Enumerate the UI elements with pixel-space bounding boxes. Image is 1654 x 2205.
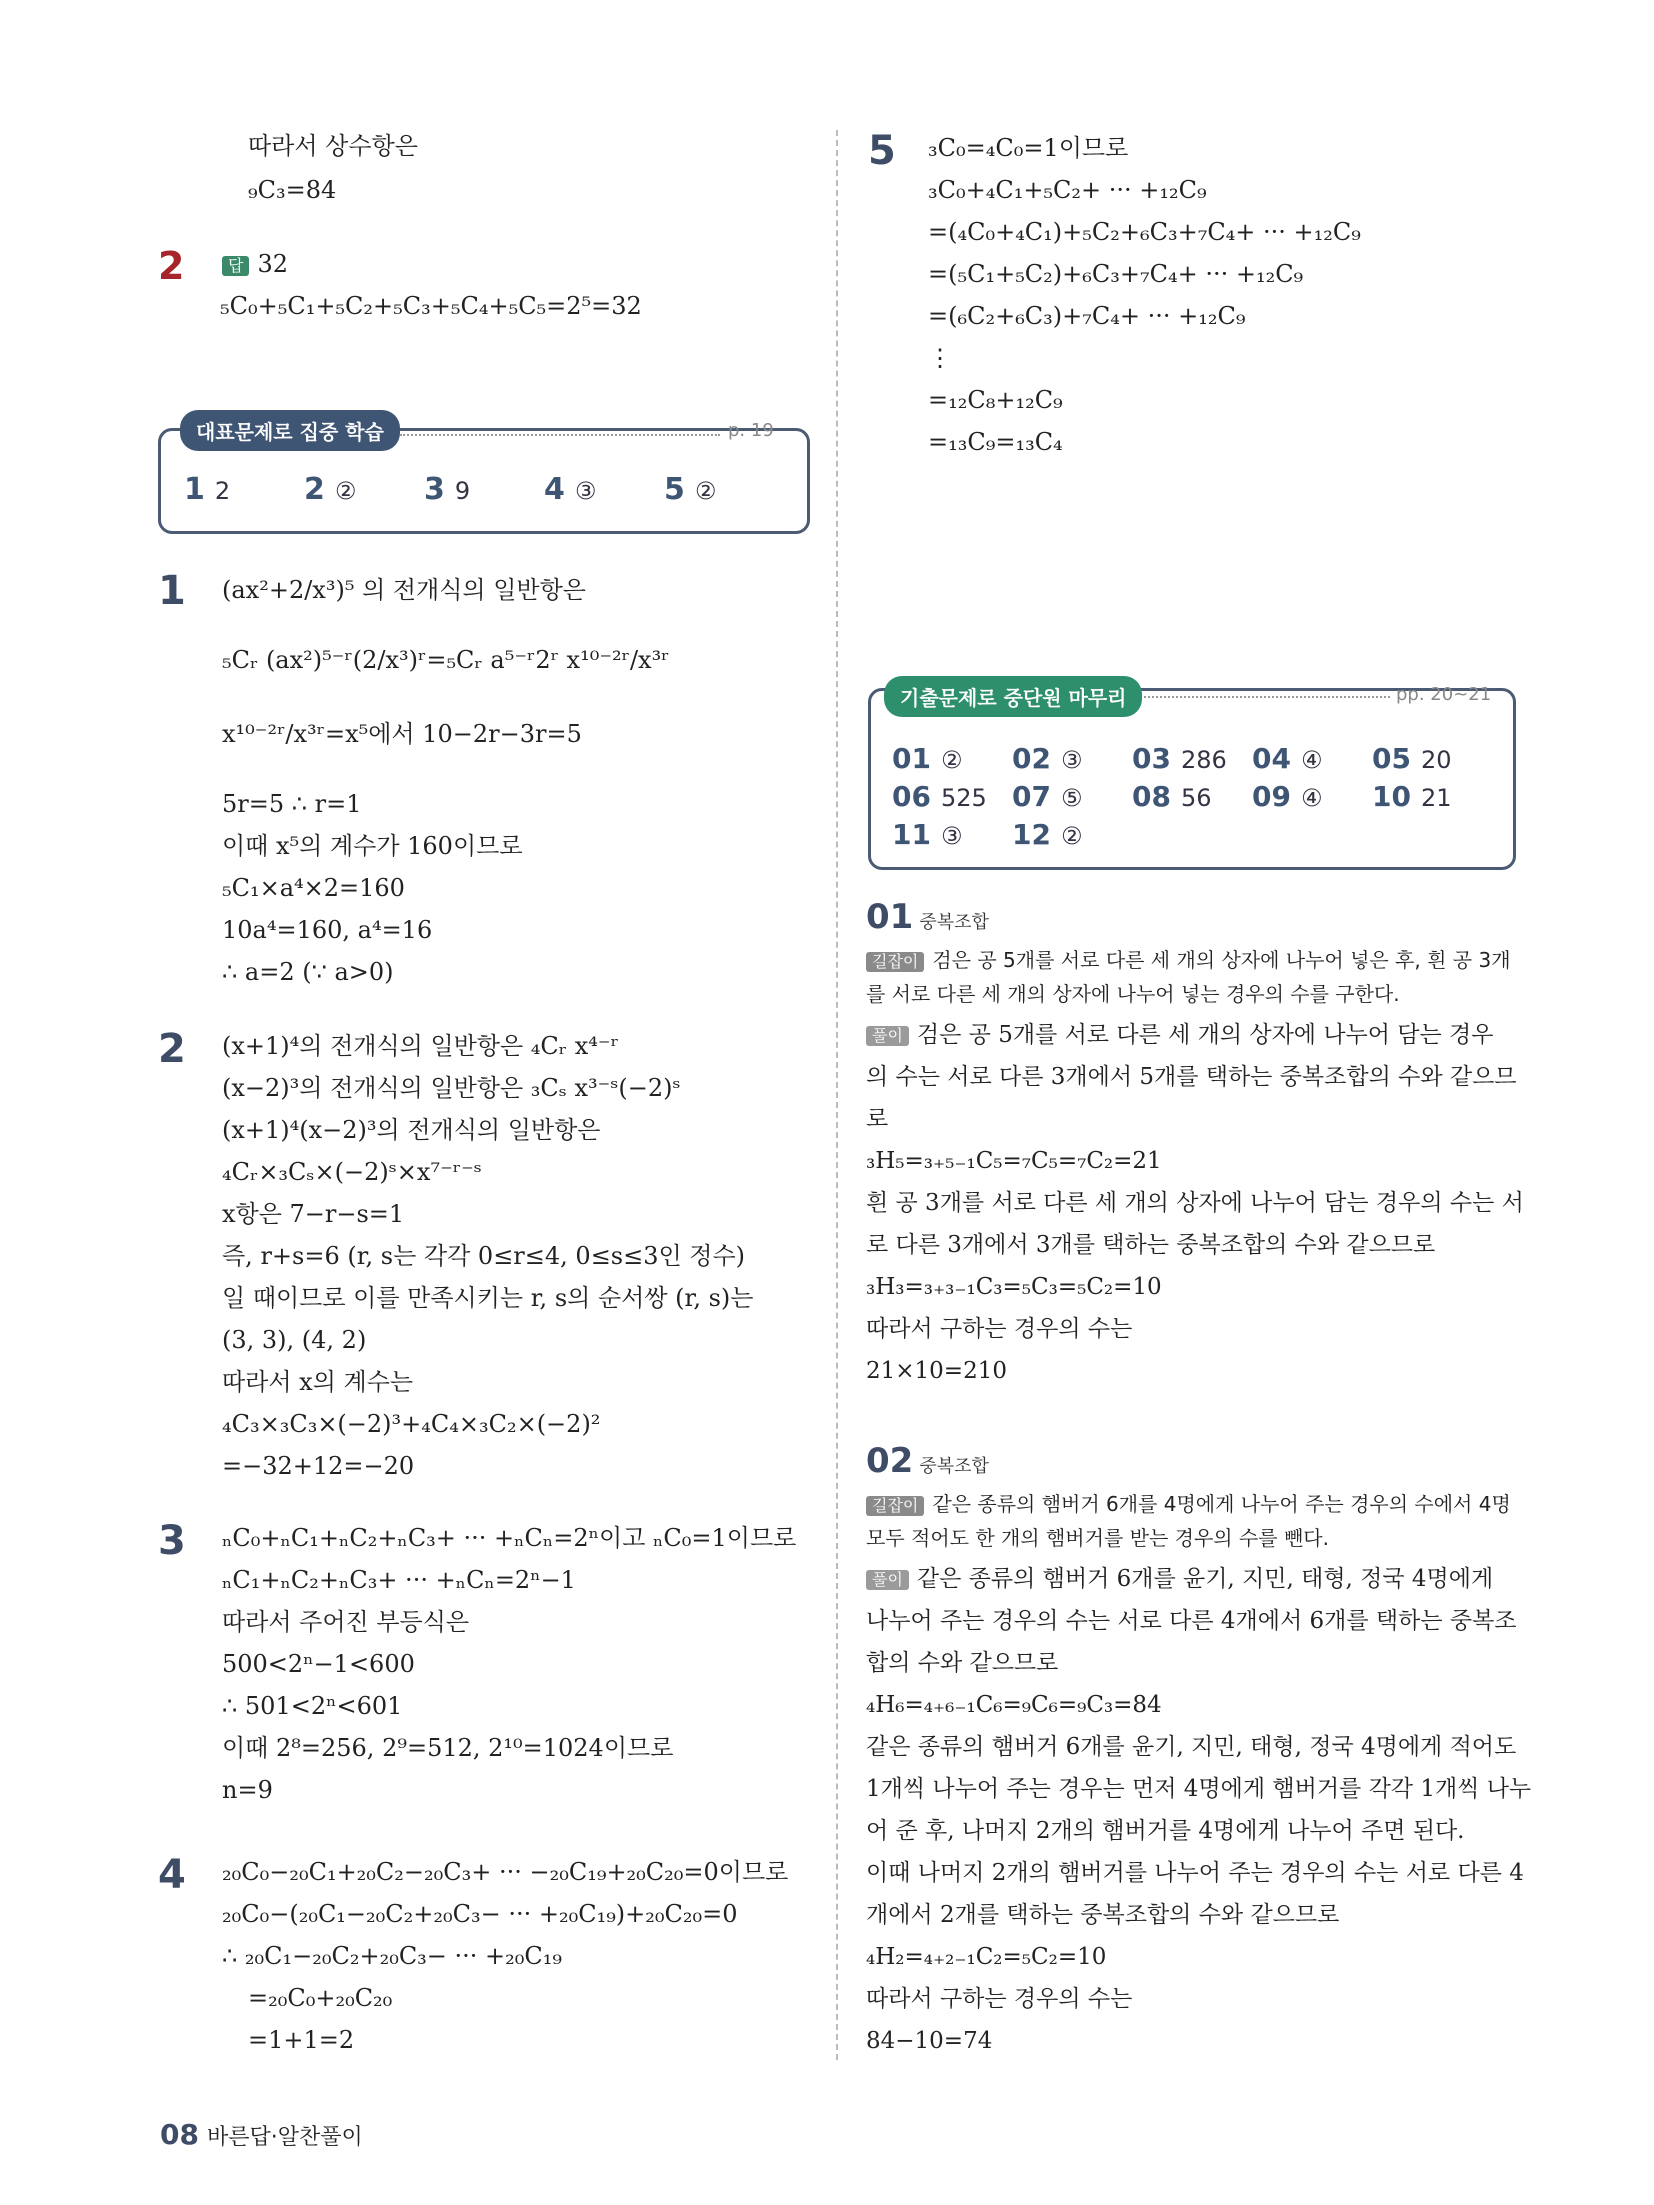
review-answer-num: 10 [1372, 780, 1411, 813]
solution-badge: 풀이 [866, 1570, 909, 1590]
sol-4-line: =1+1=2 [248, 2026, 355, 2054]
focus-answer-num: 1 [184, 472, 205, 507]
intro-line-1: 따라서 상수항은 [248, 132, 418, 160]
solution-line [866, 1024, 1493, 1047]
solution-text: ₄H₂=₄₊₂₋₁C₂=₅C₂=10 [866, 1944, 1107, 1970]
focus-study-title: 대표문제로 집중 학습 [180, 410, 400, 451]
review-answer-item [1132, 780, 1212, 813]
solution-line [866, 1778, 1531, 1801]
sol-1-line: 10a⁴=160, a⁴=16 [222, 916, 433, 944]
review-answer-value: 20 [1420, 746, 1452, 774]
solution-text: 따라서 구하는 경우의 수는 [866, 1316, 1133, 1342]
review-answer-num: 08 [1132, 780, 1171, 813]
solution-line [866, 1276, 1162, 1299]
review-answer-num: 09 [1252, 780, 1291, 813]
page-footer [160, 2118, 363, 2151]
review-answer-num: 07 [1012, 780, 1051, 813]
focus-answer-item [304, 472, 356, 507]
q02-heading [866, 1441, 989, 1481]
sol-2-line: (x−2)³의 전개식의 일반항은 ₃Cₛ x³⁻ˢ(−2)ˢ [222, 1074, 681, 1102]
hint-text: 검은 공 5개를 서로 다른 세 개의 상자에 나누어 넣은 후, 흰 공 3개 [932, 948, 1511, 972]
review-answer-value: ④ [1300, 746, 1323, 774]
solution-text: 같은 종류의 햄버거 6개를 윤기, 지민, 태형, 정국 4명에게 적어도 [866, 1734, 1517, 1760]
solution-text: 합의 수와 같으므로 [866, 1650, 1059, 1676]
review-answer-value: ② [940, 746, 963, 774]
solution-line [866, 1652, 1058, 1675]
sol-3-line: ₙC₁+ₙC₂+ₙC₃+ ··· +ₙCₙ=2ⁿ−1 [222, 1566, 576, 1594]
q02-tag: 중복조합 [919, 1456, 989, 1477]
sol-1-number: 1 [158, 568, 186, 614]
sol-2-line: 일 때이므로 이를 만족시키는 r, s의 순서쌍 (r, s)는 [222, 1284, 754, 1312]
sol-1-line: 이때 x⁵의 계수가 160이므로 [222, 832, 523, 860]
solution-text: 따라서 구하는 경우의 수는 [866, 1986, 1133, 2012]
hint-text: 를 서로 다른 세 개의 상자에 나누어 넣는 경우의 수를 구한다. [866, 982, 1400, 1006]
solution-text: 84−10=74 [866, 2028, 993, 2054]
solution-line [866, 1318, 1132, 1341]
hint-line [866, 1528, 1329, 1548]
solution-badge: 풀이 [866, 1026, 909, 1046]
sol-3-number: 3 [158, 1518, 186, 1564]
problem-2-number: 2 [158, 244, 185, 288]
sol-5-line: =₁₃C₉=₁₃C₄ [928, 428, 1063, 456]
solution-line [866, 1568, 1493, 1591]
review-answer-num: 03 [1132, 742, 1171, 775]
sol-1-line: (ax²+2/x³)⁵ 의 전개식의 일반항은 [222, 576, 586, 604]
focus-answer-value: ② [334, 477, 357, 505]
focus-answer-value: 9 [454, 477, 471, 505]
review-answer-value: ② [1060, 822, 1083, 850]
sol-3-line: n=9 [222, 1776, 273, 1804]
sol-2-line: 즉, r+s=6 (r, s는 각각 0≤r≤4, 0≤s≤3인 정수) [222, 1242, 746, 1270]
solution-text: 21×10=210 [866, 1358, 1007, 1384]
review-answer-value: ④ [1300, 784, 1323, 812]
column-divider [836, 130, 838, 2060]
solution-line [866, 1360, 1007, 1383]
solution-text: 개에서 2개를 택하는 중복조합의 수와 같으므로 [866, 1902, 1340, 1928]
review-answer-item [892, 780, 987, 813]
solution-line [866, 1234, 1435, 1257]
sol-5-line: ⋮ [928, 344, 952, 372]
unit-review-title: 기출문제로 중단원 마무리 [884, 676, 1142, 717]
sol-4-line: ∴ ₂₀C₁−₂₀C₂+₂₀C₃− ··· +₂₀C₁₉ [222, 1942, 563, 1970]
solution-line [866, 1066, 1517, 1089]
solution-text: 검은 공 5개를 서로 다른 세 개의 상자에 나누어 담는 경우 [916, 1022, 1494, 1048]
review-answer-num: 02 [1012, 742, 1051, 775]
review-answer-item [1252, 742, 1322, 775]
sol-5-line: =(₆C₂+₆C₃)+₇C₄+ ··· +₁₂C₉ [928, 302, 1246, 330]
sol-2-line: (x+1)⁴(x−2)³의 전개식의 일반항은 [222, 1116, 601, 1144]
focus-answer-item [424, 472, 470, 507]
sol-4-line: =₂₀C₀+₂₀C₂₀ [248, 1984, 393, 2012]
solution-line [866, 1192, 1524, 1215]
review-answer-value: ⑤ [1060, 784, 1083, 812]
unit-review-page: pp. 20~21 [1396, 684, 1492, 705]
focus-answer-num: 5 [664, 472, 685, 507]
hint-line [866, 950, 1511, 972]
focus-answer-num: 3 [424, 472, 445, 507]
review-answer-num: 05 [1372, 742, 1411, 775]
review-answer-item [1372, 742, 1452, 775]
focus-answer-item [664, 472, 716, 507]
solution-line [866, 1108, 888, 1131]
sol-3-line: 500<2ⁿ−1<600 [222, 1650, 415, 1678]
sol-1-line: ∴ a=2 (∵ a>0) [222, 958, 394, 986]
answer-value: 32 [257, 250, 289, 278]
box-dots [400, 434, 720, 436]
solution-text: 의 수는 서로 다른 3개에서 5개를 택하는 중복조합의 수와 같으므 [866, 1064, 1517, 1090]
solution-line [866, 1736, 1516, 1759]
solution-line [866, 1988, 1132, 2011]
sol-2-line: 따라서 x의 계수는 [222, 1368, 414, 1396]
problem-2-answer [222, 252, 288, 276]
review-answer-value: ③ [1060, 746, 1083, 774]
q01-heading [866, 897, 989, 937]
hint-badge: 길잡이 [866, 952, 924, 972]
sol-5-line: ₃C₀+₄C₁+₅C₂+ ··· +₁₂C₉ [928, 176, 1207, 204]
sol-1-line: 5r=5 ∴ r=1 [222, 790, 362, 818]
box2-dots [1136, 696, 1390, 698]
intro-line-2: ₉C₃=84 [248, 176, 337, 204]
sol-1-line: ₅C₁×a⁴×2=160 [222, 874, 405, 902]
review-answer-num: 01 [892, 742, 931, 775]
solution-text: 어 준 후, 나머지 2개의 햄버거를 4명에게 나누어 주면 된다. [866, 1818, 1465, 1844]
focus-answer-item [184, 472, 230, 507]
sol-2-line: ₄Cᵣ×₃Cₛ×(−2)ˢ×x⁷⁻ʳ⁻ˢ [222, 1158, 482, 1186]
solution-text: ₄H₆=₄₊₆₋₁C₆=₉C₆=₉C₃=84 [866, 1692, 1162, 1718]
hint-line [866, 984, 1400, 1004]
hint-line [866, 1494, 1511, 1516]
hint-badge: 길잡이 [866, 1496, 924, 1516]
review-answer-item [892, 742, 962, 775]
book-title: 바른답·알찬풀이 [206, 2125, 363, 2150]
sol-2-number: 2 [158, 1026, 186, 1072]
solution-line [866, 1904, 1339, 1927]
focus-study-page: p. 19 [728, 420, 774, 441]
solution-line [866, 1610, 1517, 1633]
solution-text: ₃H₃=₃₊₃₋₁C₃=₅C₃=₅C₂=10 [866, 1274, 1162, 1300]
solution-text: ₃H₅=₃₊₅₋₁C₅=₇C₅=₇C₂=21 [866, 1148, 1162, 1174]
solution-text: 로 다른 3개에서 3개를 택하는 중복조합의 수와 같으므로 [866, 1232, 1436, 1258]
solution-line [866, 1862, 1524, 1885]
review-answer-value: 21 [1420, 784, 1452, 812]
sol-5-line: =(₅C₁+₅C₂)+₆C₃+₇C₄+ ··· +₁₂C₉ [928, 260, 1304, 288]
solution-text: 같은 종류의 햄버거 6개를 윤기, 지민, 태형, 정국 4명에게 [916, 1566, 1494, 1592]
hint-text: 같은 종류의 햄버거 6개를 4명에게 나누어 주는 경우의 수에서 4명 [932, 1492, 1511, 1516]
solution-text: 1개씩 나누어 주는 경우는 먼저 4명에게 햄버거를 각각 1개씩 나누 [866, 1776, 1532, 1802]
solution-text: 흰 공 3개를 서로 다른 세 개의 상자에 나누어 담는 경우의 수는 서 [866, 1190, 1524, 1216]
review-answer-value: 525 [940, 784, 987, 812]
review-answer-num: 12 [1012, 818, 1051, 851]
q01-number: 01 [866, 897, 914, 937]
sol-5-number: 5 [868, 128, 896, 174]
solution-line [866, 1946, 1106, 1969]
sol-5-line: =₁₂C₈+₁₂C₉ [928, 386, 1063, 414]
focus-answer-value: 2 [214, 477, 231, 505]
sol-3-line: 이때 2⁸=256, 2⁹=512, 2¹⁰=1024이므로 [222, 1734, 674, 1762]
sol-4-line: ₂₀C₀−₂₀C₁+₂₀C₂−₂₀C₃+ ··· −₂₀C₁₉+₂₀C₂₀=0이므로 [222, 1858, 789, 1886]
sol-3-line: ₙC₀+ₙC₁+ₙC₂+ₙC₃+ ··· +ₙCₙ=2ⁿ이고 ₙC₀=1이므로 [222, 1524, 797, 1552]
review-answer-item [1012, 818, 1082, 851]
sol-1-line: x¹⁰⁻²ʳ/x³ʳ=x⁵에서 10−2r−3r=5 [222, 720, 582, 748]
review-answer-item [1372, 780, 1452, 813]
sol-2-line: =−32+12=−20 [222, 1452, 415, 1480]
review-answer-item [1252, 780, 1322, 813]
sol-2-line: ₄C₃×₃C₃×(−2)³+₄C₄×₃C₂×(−2)² [222, 1410, 601, 1438]
review-answer-item [1012, 780, 1082, 813]
sol-1-line: ₅Cᵣ (ax²)⁵⁻ʳ(2/x³)ʳ=₅Cᵣ a⁵⁻ʳ2ʳ x¹⁰⁻²ʳ/x³ʳ [222, 646, 670, 674]
solution-text: 이때 나머지 2개의 햄버거를 나누어 주는 경우의 수는 서로 다른 4 [866, 1860, 1524, 1886]
sol-2-line: (3, 3), (4, 2) [222, 1326, 367, 1354]
review-answer-item [1012, 742, 1082, 775]
review-answer-value: ③ [940, 822, 963, 850]
review-answer-value: 56 [1180, 784, 1212, 812]
review-answer-item [892, 818, 962, 851]
q01-tag: 중복조합 [919, 912, 989, 933]
solution-text: 로 [866, 1106, 889, 1132]
review-answer-num: 06 [892, 780, 931, 813]
review-answer-value: 286 [1180, 746, 1227, 774]
focus-answer-num: 4 [544, 472, 565, 507]
focus-answer-num: 2 [304, 472, 325, 507]
solution-text: 나누어 주는 경우의 수는 서로 다른 4개에서 6개를 택하는 중복조 [866, 1608, 1517, 1634]
focus-answer-item [544, 472, 596, 507]
review-answer-item [1132, 742, 1227, 775]
solution-line [866, 1820, 1464, 1843]
sol-4-number: 4 [158, 1852, 186, 1898]
solution-line [866, 1694, 1162, 1717]
sol-2-line: (x+1)⁴의 전개식의 일반항은 ₄Cᵣ x⁴⁻ʳ [222, 1032, 619, 1060]
sol-5-line: ₃C₀=₄C₀=1이므로 [928, 134, 1129, 162]
review-answer-num: 11 [892, 818, 931, 851]
sol-4-line: ₂₀C₀−(₂₀C₁−₂₀C₂+₂₀C₃− ··· +₂₀C₁₉)+₂₀C₂₀=0 [222, 1900, 738, 1928]
focus-answer-value: ② [694, 477, 717, 505]
sol-3-line: 따라서 주어진 부등식은 [222, 1608, 470, 1636]
hint-text: 모두 적어도 한 개의 햄버거를 받는 경우의 수를 뺀다. [866, 1526, 1329, 1550]
problem-2-solution: ₅C₀+₅C₁+₅C₂+₅C₃+₅C₄+₅C₅=2⁵=32 [220, 292, 642, 320]
review-answer-num: 04 [1252, 742, 1291, 775]
sol-5-line: =(₄C₀+₄C₁)+₅C₂+₆C₃+₇C₄+ ··· +₁₂C₉ [928, 218, 1361, 246]
page-number: 08 [160, 2118, 199, 2151]
sol-2-line: x항은 7−r−s=1 [222, 1200, 405, 1228]
solution-line [866, 1150, 1162, 1173]
solution-line [866, 2030, 992, 2053]
focus-answer-value: ③ [574, 477, 597, 505]
answer-badge: 답 [222, 256, 249, 276]
sol-3-line: ∴ 501<2ⁿ<601 [222, 1692, 403, 1720]
q02-number: 02 [866, 1441, 914, 1481]
